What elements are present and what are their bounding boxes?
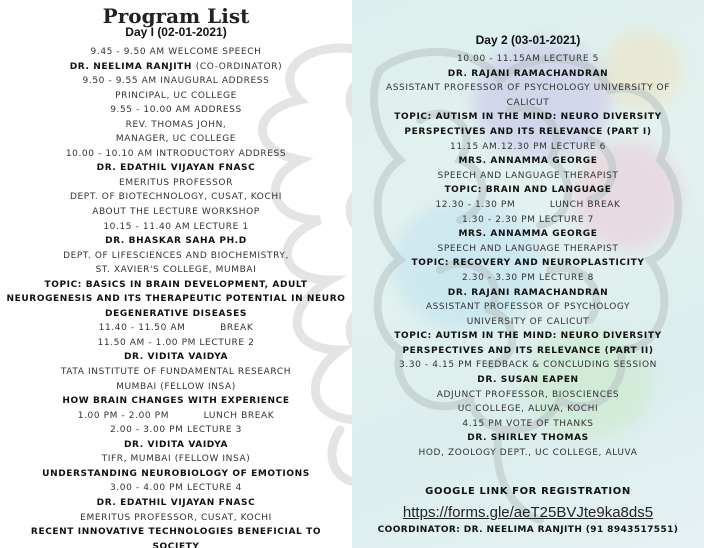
- day2-schedule-line: UC COLLEGE, ALUVA, KOCHI: [457, 404, 599, 415]
- registration-link[interactable]: https://forms.gle/aeT25BVJte9ka8ds5: [402, 504, 654, 522]
- day2-schedule-line: 11.15 AM.12.30 PM LECTURE 6: [450, 141, 606, 152]
- day2-schedule-line: SPEECH AND LANGUAGE THERAPIST: [437, 170, 619, 181]
- day2-schedule-line: TOPIC: RECOVERY AND NEUROPLASTICITY: [411, 258, 645, 269]
- day1-schedule-line: DEPT. OF BIOTECHNOLOGY, CUSAT, KOCHI: [69, 192, 283, 203]
- day1-schedule-line: ST. XAVIER'S COLLEGE, MUMBAI: [95, 265, 257, 276]
- day1-schedule-line: 2.00 - 3.00 PM LECTURE 3: [110, 425, 242, 436]
- day1-schedule-line: TOPIC: BASICS IN BRAIN DEVELOPMENT, ADULT: [44, 279, 308, 290]
- day2-schedule-line: MRS. ANNAMMA GEORGE: [458, 156, 598, 167]
- day2-schedule-line: MRS. ANNAMMA GEORGE: [458, 229, 598, 240]
- day1-schedule-line: DEGENERATIVE DISEASES: [105, 308, 247, 319]
- day1-schedule-line: 3.00 - 4.00 PM LECTURE 4: [110, 483, 242, 494]
- day2-schedule-line: UNIVERSITY OF CALICUT: [466, 316, 590, 327]
- day1-schedule-line: DR. BHASKAR SAHA PH.D: [105, 236, 247, 247]
- day1-schedule-line: EMERITUS PROFESSOR: [119, 177, 233, 188]
- day2-schedule-line: ADJUNCT PROFESSOR, BIOSCIENCES: [436, 389, 620, 400]
- day1-schedule-line: MUMBAI (FELLOW INSA): [116, 381, 236, 392]
- day1-schedule-line: UNDERSTANDING NEUROBIOLOGY OF EMOTIONS: [42, 468, 310, 479]
- day2-schedule-line: DR. SUSAN EAPEN: [477, 375, 579, 386]
- day1-schedule-line: TIFR, MUMBAI (FELLOW INSA): [101, 454, 251, 465]
- day1-schedule-line: DR. VIDITA VAIDYA: [123, 352, 229, 363]
- day2-schedule-line: CALICUT: [506, 97, 550, 108]
- day2-schedule-line: 2.30 - 3.30 PM LECTURE 8: [462, 272, 594, 283]
- day1-schedule-line: PRINCIPAL, UC COLLEGE: [115, 90, 237, 101]
- day1-schedule: [0, 45, 352, 548]
- day1-schedule-line: 10.15 - 11.40 AM LECTURE 1: [103, 221, 249, 232]
- day2-panel: [352, 0, 704, 548]
- day2-schedule-line: PERSPECTIVES AND ITS RELEVANCE (PART II): [402, 345, 654, 356]
- registration-label: GOOGLE LINK FOR REGISTRATION: [425, 485, 631, 497]
- day1-schedule-line: 9.55 - 10.00 AM ADDRESS: [110, 105, 242, 116]
- day2-schedule-line: ASSISTANT PROFESSOR OF PSYCHOLOGY UNIVERSITY OF: [385, 83, 671, 94]
- day2-schedule-line: PERSPECTIVES AND ITS RELEVANCE (PART I): [404, 126, 652, 137]
- day2-schedule-line: 4.15 PM VOTE OF THANKS: [462, 418, 594, 429]
- day2-schedule-line: TOPIC: BRAIN AND LANGUAGE: [444, 185, 612, 196]
- day2-schedule-line: 1.30 - 2.30 PM LECTURE 7: [462, 214, 594, 225]
- day2-schedule-line: 10.00 - 11.15AM LECTURE 5: [457, 54, 599, 64]
- day1-schedule-line: 11.40 - 11.50 AM BREAK: [98, 323, 254, 334]
- day1-schedule-line: DR. EDATHIL VIJAYAN FNASC: [96, 497, 256, 508]
- day2-schedule-line: 3.30 - 4.15 PM FEEDBACK & CONCLUDING SESSION: [399, 360, 657, 371]
- day2-schedule-line: HOD, ZOOLOGY DEPT., UC COLLEGE, ALUVA: [418, 448, 638, 459]
- day1-schedule-line: 9.45 - 9.50 AM WELCOME SPEECH: [90, 47, 262, 57]
- day1-schedule-line: 9.50 - 9.55 AM INAUGURAL ADDRESS: [82, 76, 270, 87]
- day2-schedule-line: DR. RAJANI RAMACHANDRAN: [447, 68, 609, 79]
- day1-schedule-line: DR. EDATHIL VIJAYAN FNASC: [96, 163, 256, 174]
- day1-header: Day I (02-01-2021): [125, 25, 227, 39]
- coordinator-contact: COORDINATOR: DR. NEELIMA RANJITH (91 8943517551): [377, 525, 679, 536]
- day2-schedule-line: 12.30 - 1.30 PM LUNCH BREAK: [435, 199, 621, 210]
- day2-schedule-line: SPEECH AND LANGUAGE THERAPIST: [437, 243, 619, 254]
- day1-schedule-line: REV. THOMAS JOHN,: [125, 119, 227, 130]
- day2-schedule-line: TOPIC: AUTISM IN THE MIND: NEURO DIVERSITY: [394, 112, 662, 123]
- day1-schedule-line: TATA INSTITUTE OF FUNDAMENTAL RESEARCH: [60, 367, 292, 378]
- day1-schedule-line: RECENT INNOVATIVE TECHNOLOGIES BENEFICIAL TO: [30, 527, 322, 538]
- day1-schedule-line: 1.00 PM - 2.00 PM LUNCH BREAK: [77, 410, 275, 421]
- day1-schedule-line: SOCIETY: [152, 541, 200, 548]
- page-title: Program List: [102, 4, 250, 28]
- day2-schedule-line: DR. SHIRLEY THOMAS: [467, 433, 589, 444]
- day2-schedule-line: DR. RAJANI RAMACHANDRAN: [447, 287, 609, 298]
- day2-schedule-line: ASSISTANT PROFESSOR OF PSYCHOLOGY: [425, 302, 631, 313]
- day1-schedule-line: DEPT. OF LIFESCIENCES AND BIOCHEMISTRY,: [63, 250, 289, 261]
- day2-schedule: [352, 52, 704, 461]
- day1-schedule-line-name: DR. NEELIMA RANJITH: [69, 61, 196, 72]
- day1-schedule-line-role: (CO-ORDINATOR): [195, 61, 283, 72]
- day1-schedule-line: HOW BRAIN CHANGES WITH EXPERIENCE: [62, 396, 290, 407]
- day2-schedule-line: TOPIC: AUTISM IN THE MIND: NEURO DIVERSITY: [394, 331, 662, 342]
- day1-schedule-line: 11.50 AM - 1.00 PM LECTURE 2: [97, 337, 255, 348]
- day1-schedule-line: DR. VIDITA VAIDYA: [123, 439, 229, 450]
- day1-schedule-line: ABOUT THE LECTURE WORKSHOP: [92, 207, 260, 218]
- day1-schedule-line: NEUROGENESIS AND ITS THERAPEUTIC POTENTIAL IN NEURO: [6, 294, 346, 305]
- day1-schedule-line: MANAGER, UC COLLEGE: [115, 134, 237, 145]
- day1-schedule-line: [0, 60, 352, 75]
- day1-schedule-line: 10.00 - 10.10 AM INTRODUCTORY ADDRESS: [65, 148, 287, 159]
- day2-header: Day 2 (03-01-2021): [475, 33, 581, 47]
- day1-schedule-line: EMERITUS PROFESSOR, CUSAT, KOCHI: [80, 512, 272, 523]
